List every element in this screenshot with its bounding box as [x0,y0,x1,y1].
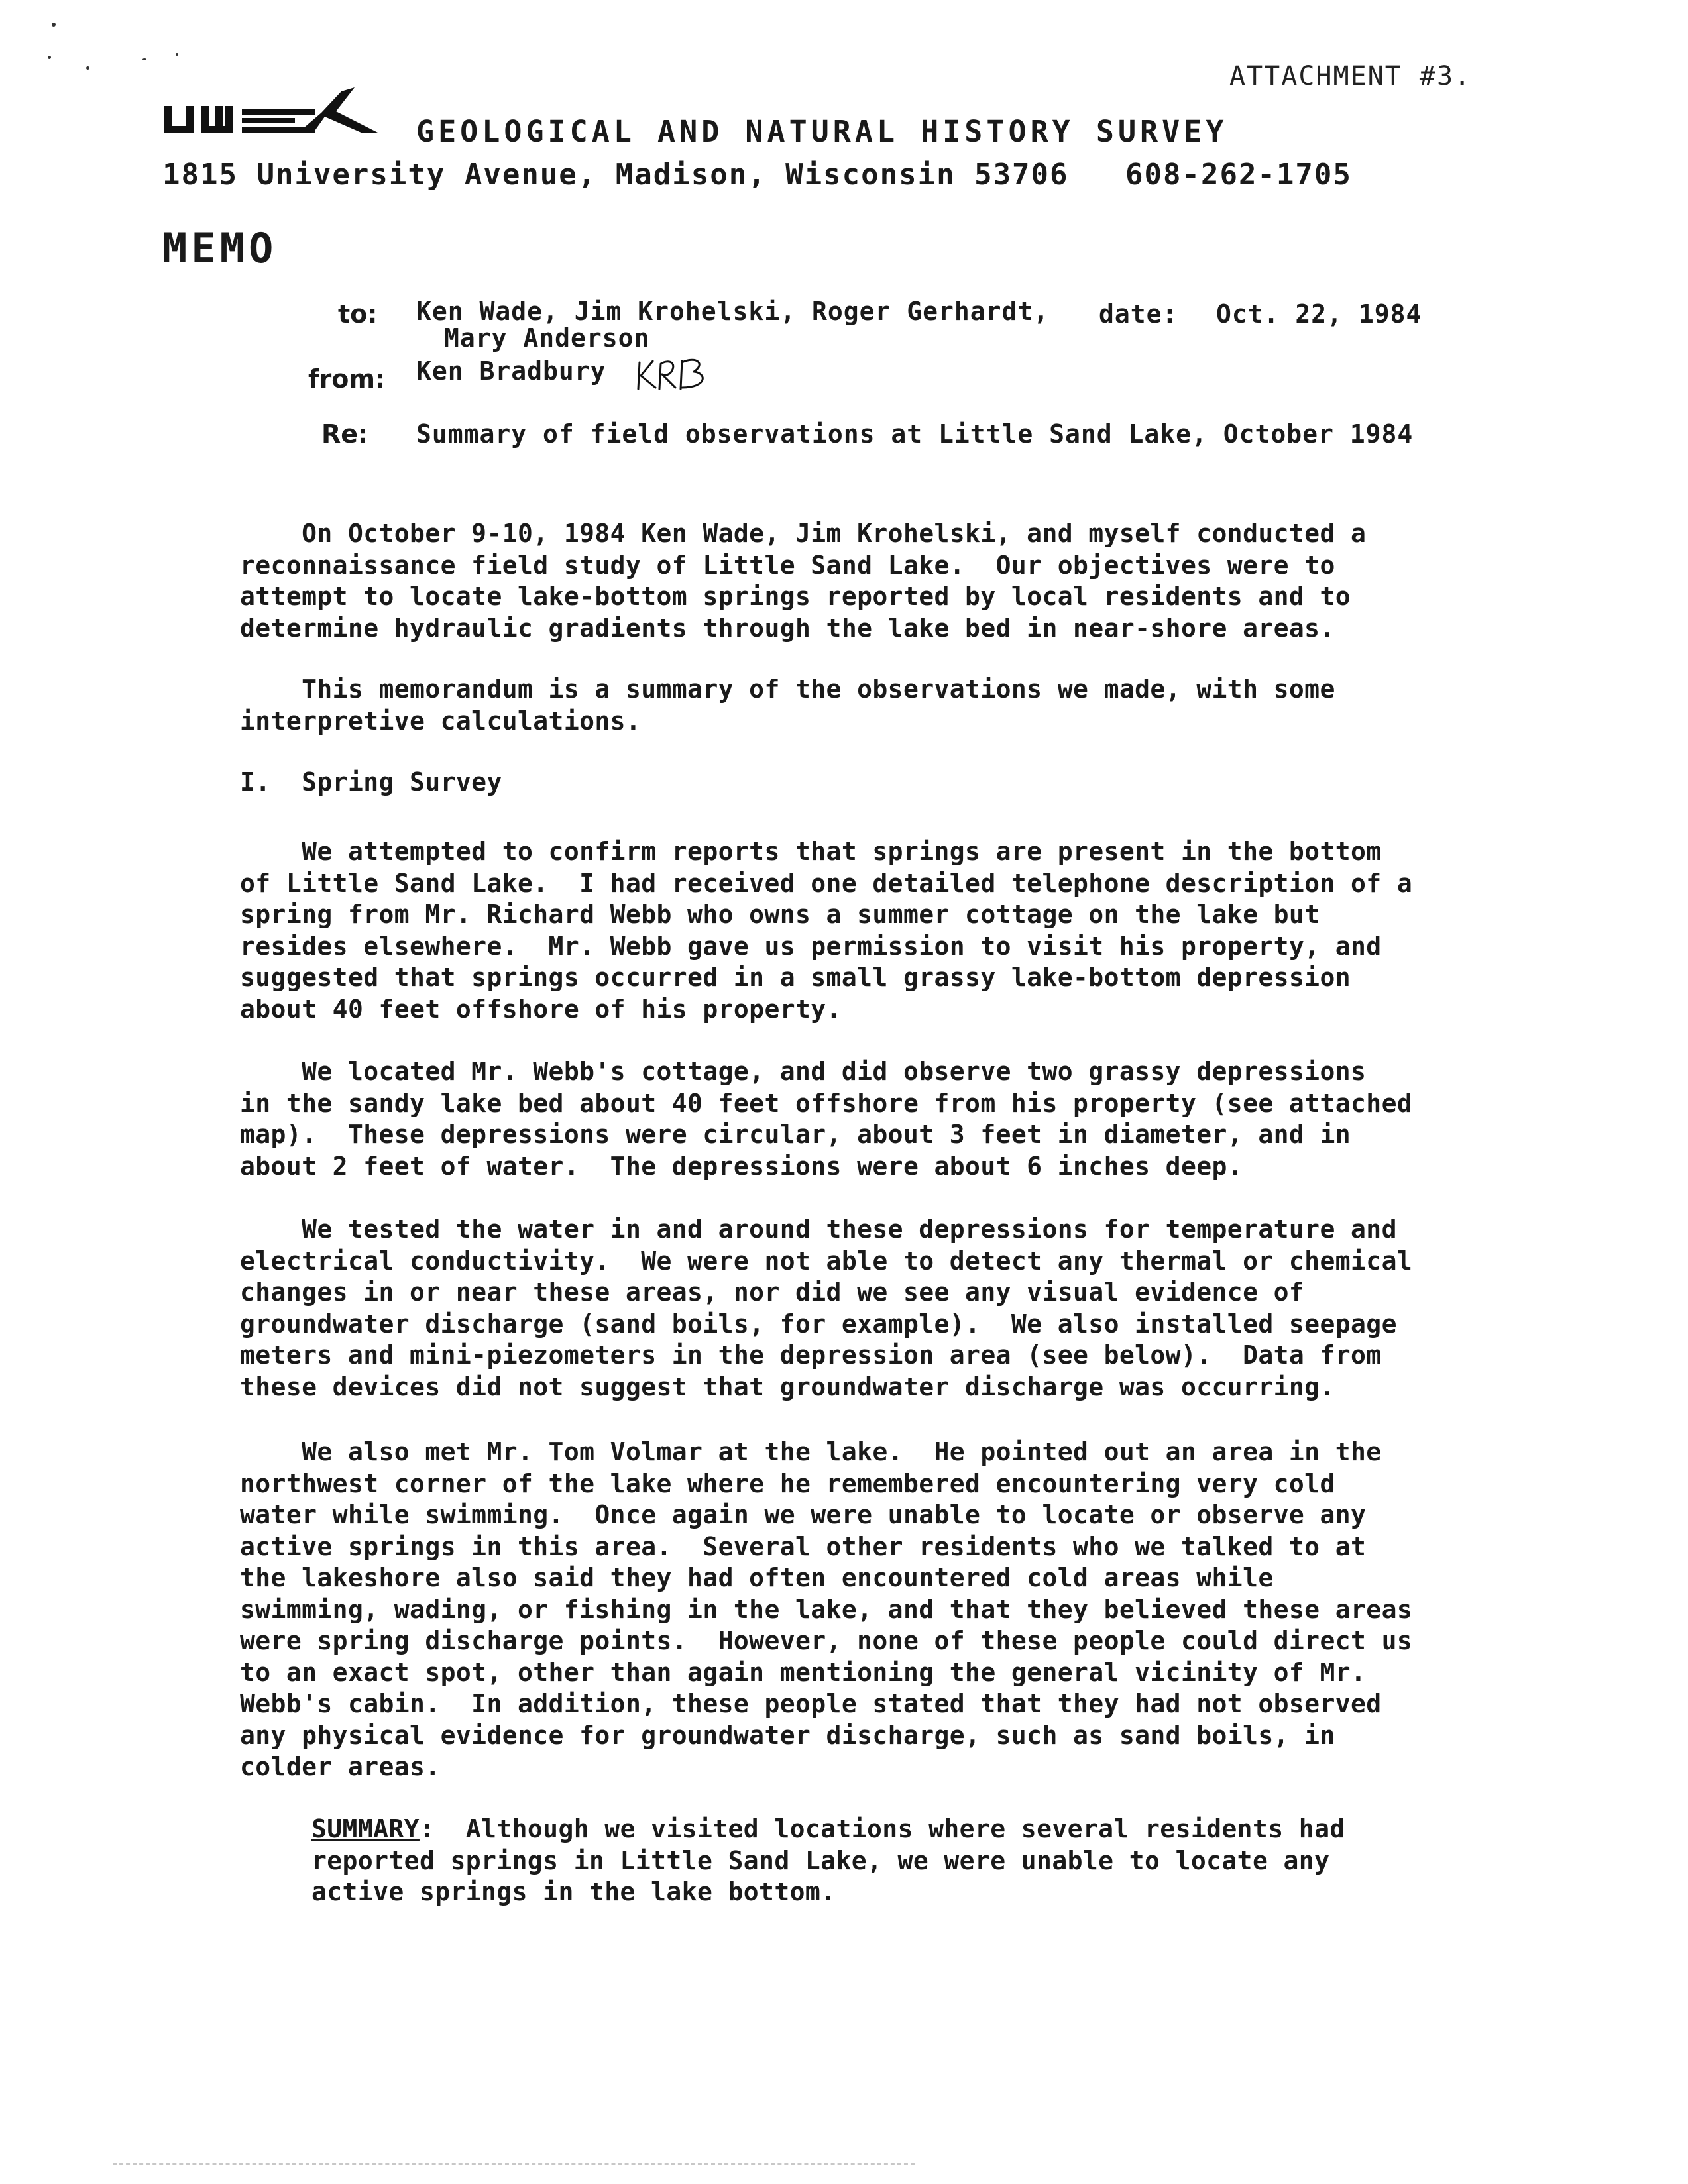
to-label: to: [338,300,378,329]
re-label: Re: [321,419,368,449]
recipients-line-2: Mary Anderson [444,323,650,353]
organization-name: GEOLOGICAL AND NATURAL HISTORY SURVEY [416,114,1228,149]
scan-speck [48,56,51,59]
date-label: date: [1099,300,1178,329]
from-label: from: [308,364,386,394]
handwritten-initials-signature [633,349,712,396]
paragraph-volmar-observations: We also met Mr. Tom Volmar at the lake. He pointed out an area in the northwest corner of the lake where he remembered encountering very cold water while swimming. Once again we were unable to locate or observe any active springs in this area. Several other residents who we talked to at the lakeshore also said they had often encountered cold areas while swimming, wading, or fishing in the lake, and that they believed these areas were spring discharge points. However, none of these people could direct us to an exact spot, other than again mentioning the general vicinity of Mr. Webb's cabin. In addition, these people stated that they had not observed any physical evidence for groundwater discharge, such as sand boils, in colder areas. [240,1437,1413,1781]
memo-date: Oct. 22, 1984 [1216,300,1422,329]
paragraph-purpose: This memorandum is a summary of the observations we made, with some interpretive calculations. [240,675,1335,736]
summary-text: : Although we visited locations where several residents had reported springs in Little Sand Lake, we were unable to locate any active springs in the lake bottom. [311,1814,1345,1906]
memo-title: MEMO [162,224,278,272]
memo-subject: Summary of field observations at Little Sand Lake, October 1984 [416,419,1414,449]
scan-speck [86,66,89,70]
organization-address: 1815 University Avenue, Madison, Wisconsin 53706 608-262-1705 [162,158,1352,191]
scan-speck [52,23,56,27]
summary-label: SUMMARY [311,1814,420,1843]
page-bottom-rule [113,2163,915,2165]
paragraph-spring-reports: We attempted to confirm reports that springs are present in the bottom of Little Sand Lake. I had received one detailed telephone description of a spring from Mr. Richard Webb who owns a summer cottage on the lake but resides elsewhere. Mr. Webb gave us permission to visit his property, and suggested that springs occurred in a small grassy lake-bottom depression about 40 feet offshore of his property. [240,837,1413,1024]
memo-sender: Ken Bradbury [416,356,606,386]
scan-speck [142,58,146,60]
recipients-line-1: Ken Wade, Jim Krohelski, Roger Gerhardt, [416,297,1050,326]
organization-logo [162,86,381,138]
paragraph-introduction: On October 9-10, 1984 Ken Wade, Jim Krohelski, and myself conducted a reconnaissance field study of Little Sand Lake. Our objectives were to attempt to locate lake-bottom springs reported by local residents and to determine hydraulic gradients through the lake bed in near-shore areas. [240,519,1367,643]
scan-speck [176,53,178,56]
summary-paragraph [311,1814,1345,1908]
paragraph-webb-cottage: We located Mr. Webb's cottage, and did observe two grassy depressions in the sandy lake bed about 40 feet offshore from his property (see attached map). These depressions were circular, about 3 feet in diameter, and in about 2 feet of water. The depressions were about 6 inches deep. [240,1057,1413,1181]
paragraph-water-testing: We tested the water in and around these depressions for temperature and electrical conductivity. We were not able to detect any thermal or chemical changes in or near these areas, nor did we see any visual evidence of groundwater discharge (sand boils, for example). We also installed seepage meters and mini-piezometers in the depression area (see below). Data from these devices did not suggest that groundwater discharge was occurring. [240,1215,1413,1401]
section-heading-spring-survey: I. Spring Survey [240,767,502,796]
attachment-label: ATTACHMENT #3. [1229,61,1472,91]
